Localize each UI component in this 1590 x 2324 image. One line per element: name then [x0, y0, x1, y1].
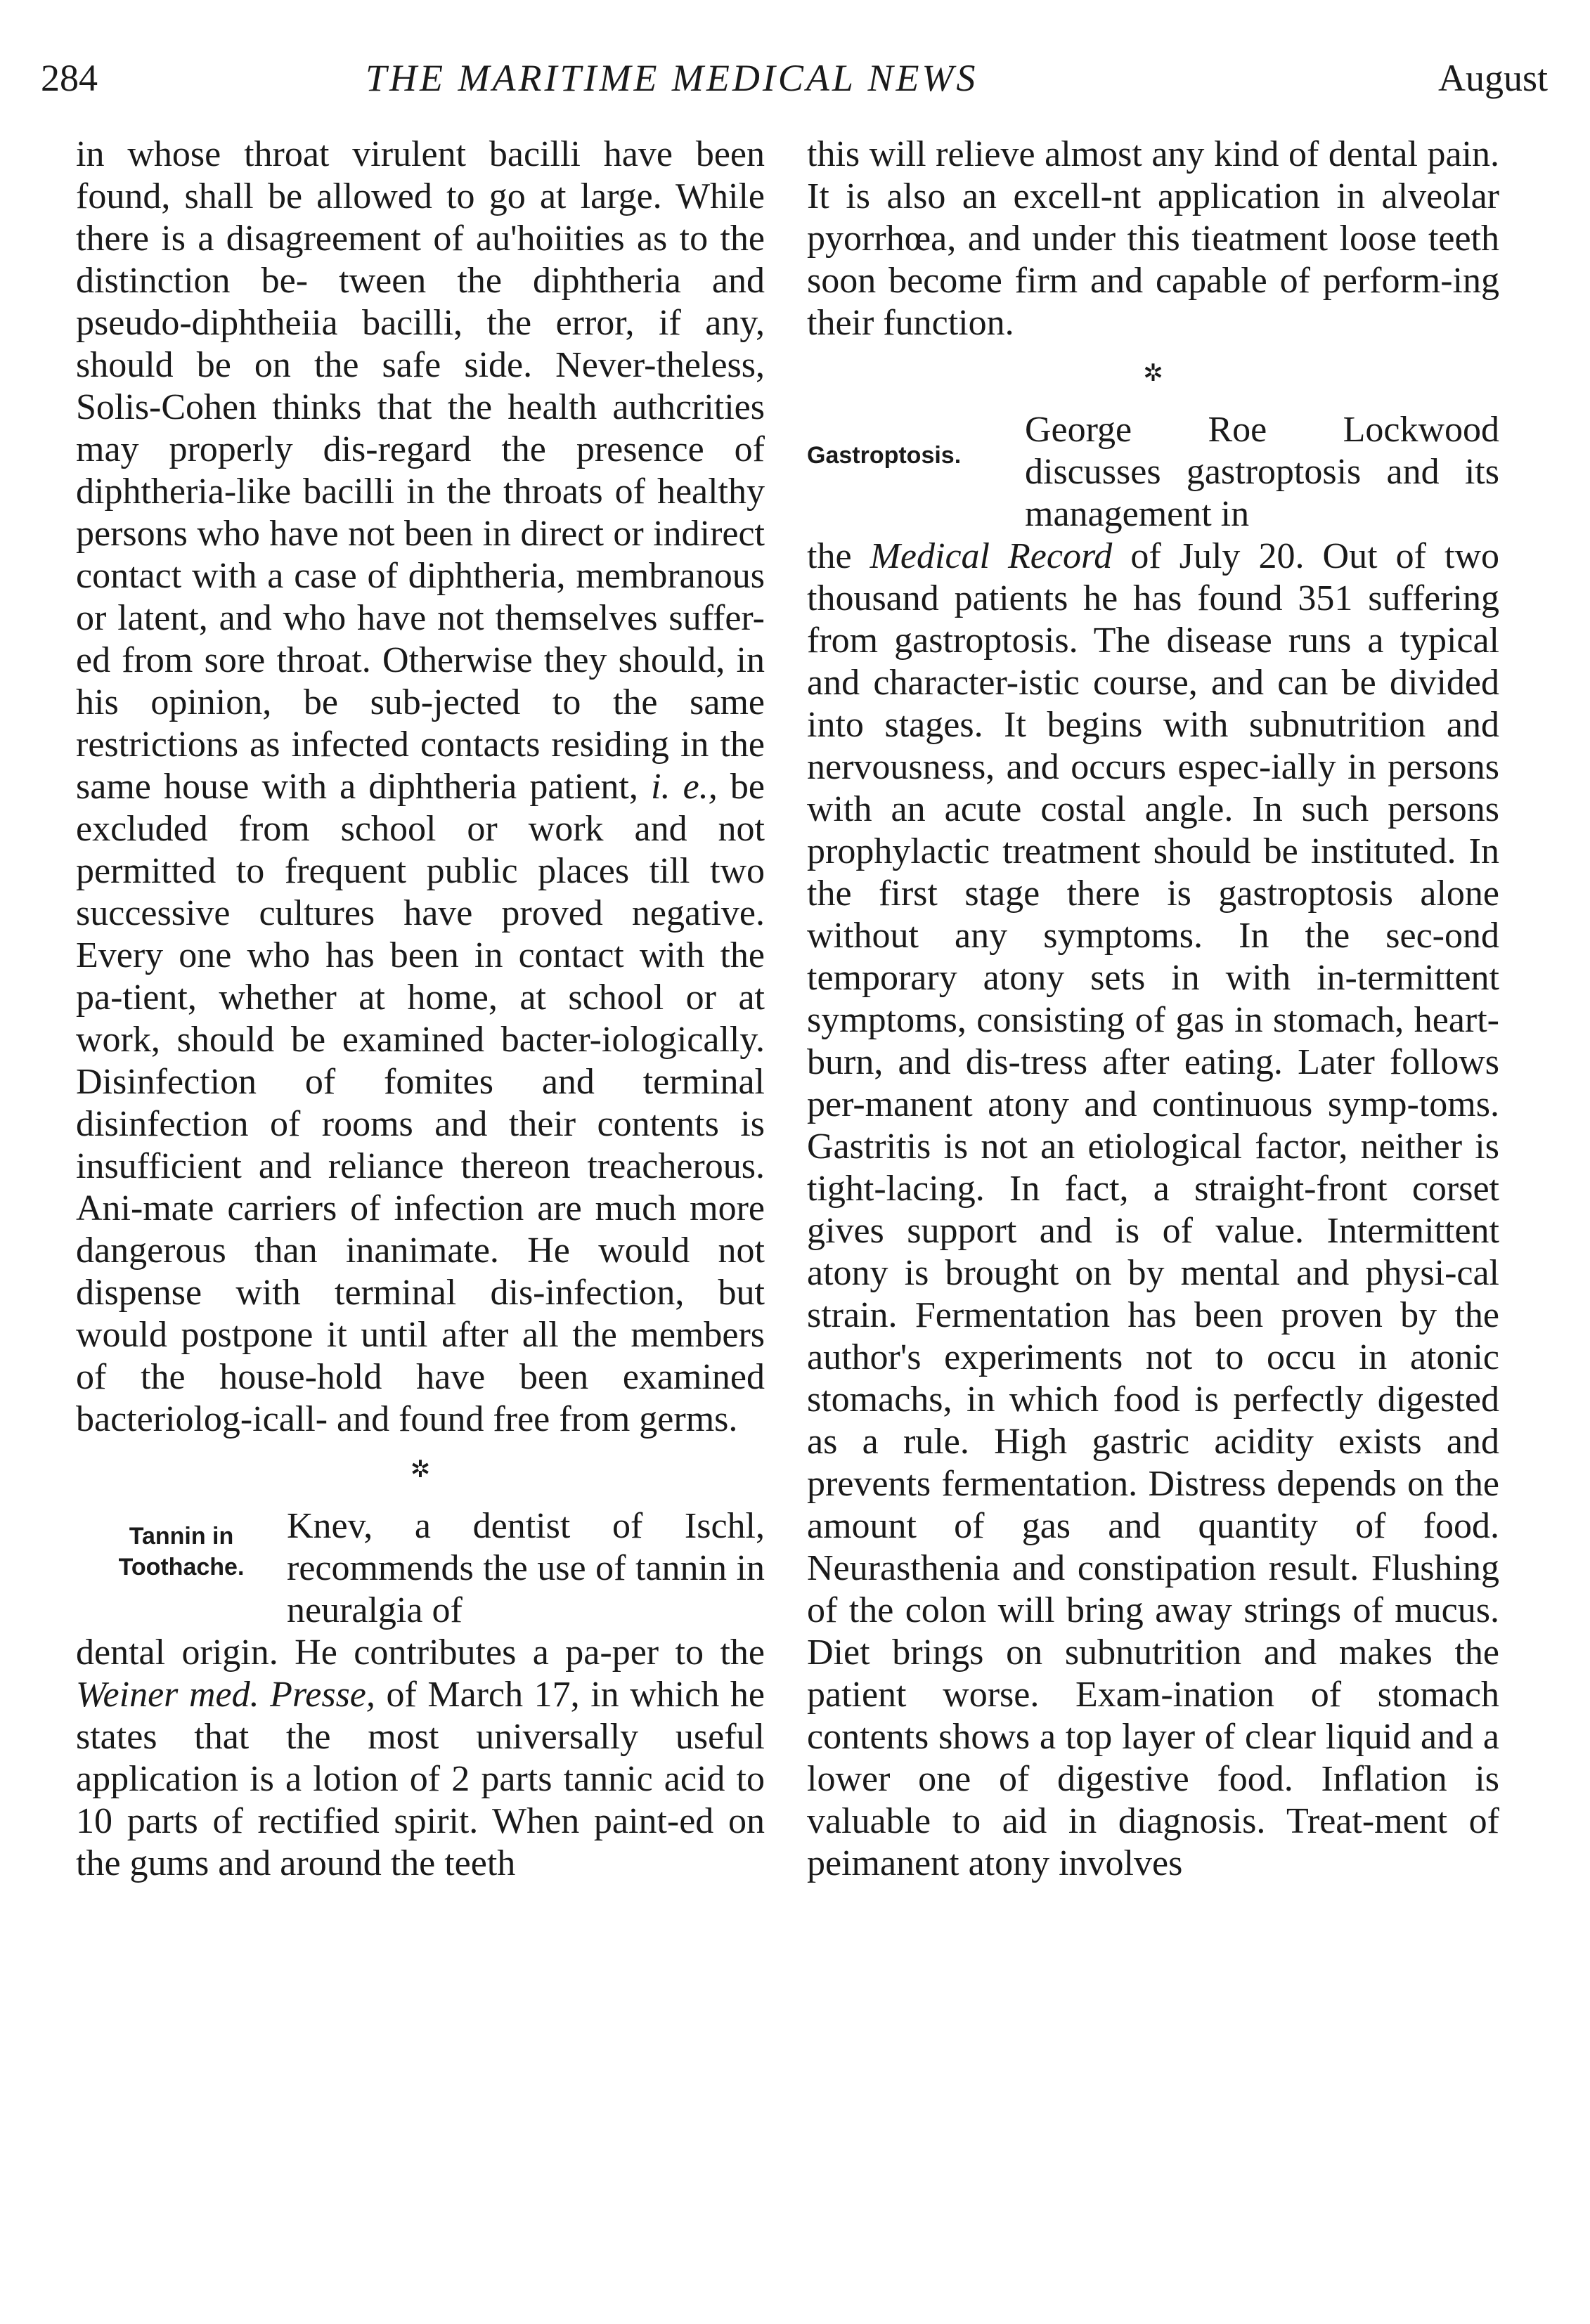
running-title: THE MARITIME MEDICAL NEWS — [366, 57, 978, 99]
journal-name-record: Medical Record — [870, 536, 1113, 576]
paragraph-text: in whose throat virulent bacilli have been found, shall be allowed to go at large. While there is a disagreement of au'hoiities as to the distinction be- tween the diphtheria and pseudo-diphtheiia bacilli, the error, if any, should be on the safe side. Never-theless, Solis-Cohen thinks that the health authcrities may properly dis-regard the presence of diphtheria-like bacilli in the throats of healthy persons who have not been in direct or indirect contact with a case of diphtheria, membranous or latent, and who have not themselves suffer-ed from sore throat. Otherwise they should, in his opinion, be sub-jected to the same restrictions as infected contacts residing in the same house with a diphtheria patient, — [76, 134, 765, 807]
paragraph-text-continued: be excluded from school or work and not permitted to frequent public places till two successive cultures have proved negative. Every one who has been in contact with the pa-tient, whether at home, at school or at work, should be examined bacter-iologically. Disinfection of fomites and terminal disinfection of rooms and their contents is insufficient and reliance thereon treacherous. Ani-mate carriers of infection are much more dangerous than inanimate. He would not dispense with terminal dis-infection, but would postpone it until after all the members of the house-hold have been examined bacteriolog-icall- and found free from germs. — [76, 767, 765, 1439]
gastroptosis-intro-text: George Roe Lockwood discusses gastroptosis and its management in — [1025, 410, 1499, 534]
sidehead-gastroptosis: Gastroptosis. — [807, 442, 962, 469]
running-month: August — [1437, 57, 1548, 99]
tannin-text-1: dental origin. He contributes a pa-per to the — [76, 1632, 765, 1673]
article-paragraph — [76, 134, 765, 1441]
article-paragraph-continued: this will relieve almost any kind of dental pain. It is also an excell-nt application in alveolar pyorrhœa, and under this tieatment loose teeth soon become firm and capable of perform-ing their function. — [807, 134, 1499, 343]
abbreviation-ie: i. e., — [651, 767, 718, 807]
section-separator: ✲ — [410, 1457, 431, 1483]
section-separator: ✲ — [1143, 361, 1163, 387]
gastroptosis-section-opening — [807, 409, 1499, 535]
left-column — [76, 134, 765, 1885]
tannin-section-opening — [76, 1505, 765, 1632]
gastroptosis-text-2: of July 20. Out of two thousand patients he has found 351 suffering from gastroptosis. The disease runs a typical and character-istic course, and can be divided into stages. It begins with subnutrition and nervousness, and occurs espec-ially in persons with an acute costal angle. In such persons prophylactic treatment should be instituted. In the first stage there is gastroptosis alone without any symptoms. In the sec-ond temporary atony sets in with in-termittent symptoms, consisting of gas in stomach, heart-burn, and dis-tress after eating. Later follows per-manent atony and continuous symp-toms. Gastritis is not an etiological factor, neither is tight-lacing. In fact, a straight-front corset gives support and is of value. Intermittent atony is brought on by mental and physi-cal strain. Fermentation has been proven by the author's experiments not to occu in atonic stomachs, in which food is perfectly digested as a rule. High gastric acidity exists and prevents fermentation. Distress depends on the amount of gas and quantity of food. Neurasthenia and constipation result. Flushing of the colon will bring away strings of mucus. Diet brings on subnutrition and makes the patient worse. Exam-ination of stomach contents shows a top layer of clear liquid and a lower one of digestive food. Inflation is valuable to aid in diagnosis. Treat-ment of peimanent atony involves — [807, 536, 1500, 1883]
tannin-intro-text: Knev, a dentist of Ischl, recommends the use of tannin in neuralgia of — [287, 1506, 765, 1630]
sidehead-tannin: Tannin in Toothache. — [118, 1523, 245, 1580]
gastroptosis-paragraph — [807, 535, 1499, 1885]
page-number: 284 — [41, 57, 98, 99]
tannin-paragraph — [76, 1632, 765, 1885]
right-column — [807, 134, 1499, 1885]
gastroptosis-text-1: the — [807, 536, 852, 576]
tannin-text-2: of March 17, in which he states that the most universally useful application is a lotion of 2 parts tannic acid to 10 parts of rectified spirit. When paint-ed on the gums and around the teeth — [76, 1675, 765, 1883]
journal-name-presse: Weiner med. Presse, — [76, 1675, 375, 1715]
